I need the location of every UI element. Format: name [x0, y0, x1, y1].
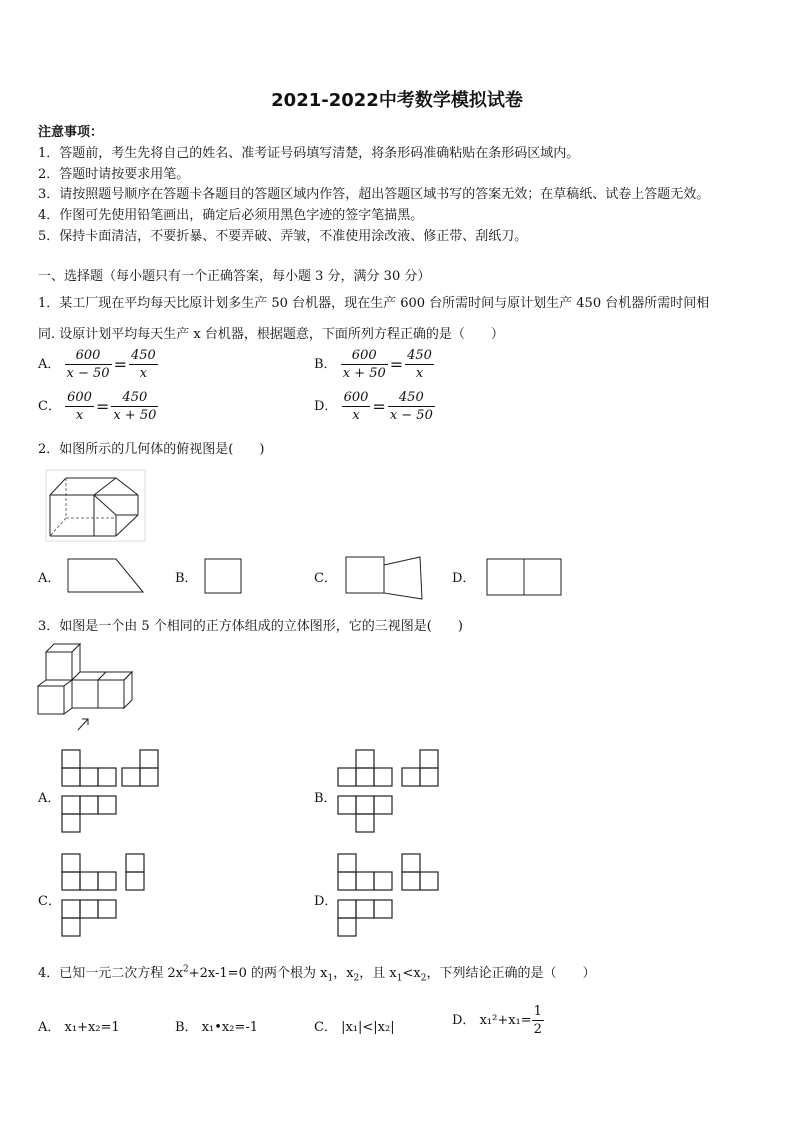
q3-text: 3．如图是一个由 5 个相同的正方体组成的立体图形，它的三视图是( ) [38, 619, 463, 634]
q3-option-a-label[interactable]: A． [38, 791, 61, 806]
q3-option-c-label[interactable]: C． [38, 894, 61, 909]
q2-text: 2．如图所示的几何体的俯视图是( ) [38, 442, 265, 457]
fraction-right: $\frac{450}{x}$ [130, 348, 156, 381]
option-label: B． [314, 357, 337, 372]
fraction-right: $\frac{450}{x}$ [407, 348, 432, 381]
option-label: D． [314, 399, 338, 414]
q2-option-a-label[interactable]: A． [38, 571, 61, 586]
fraction-right: $\frac{450}{x + 50}$ [113, 390, 157, 423]
q4-option-b[interactable]: B． x₁•x₂=-1 [175, 1020, 259, 1035]
q4-text: 4．已知一元二次方程 $2x^2+2x-1=0$ 的两个根为 $x_1$，$x_2$，且 $x_1<x_2$，下列结论正确的是（ ） [38, 964, 596, 984]
q2-option-a-figure [66, 557, 146, 595]
fraction-right: $\frac{450}{x - 50}$ [389, 390, 433, 423]
q3-option-a-figure [58, 746, 168, 836]
q3-option-d-label[interactable]: D． [314, 894, 338, 909]
q2-solid-figure [46, 470, 146, 542]
q3-option-b-label[interactable]: B． [314, 791, 337, 806]
option-label: A． [38, 357, 61, 372]
q3-option-b-figure [334, 746, 444, 836]
option-label: C． [38, 399, 61, 414]
q2-option-d-label[interactable]: D． [452, 571, 476, 586]
q3-option-d-figure [334, 850, 444, 942]
fraction-left: $\frac{600}{x - 50}$ [66, 348, 110, 381]
section-heading: 一、选择题（每小题只有一个正确答案，每小题 3 分，满分 30 分） [38, 269, 431, 284]
note-item: 4．作图可先使用铅笔画出，确定后必须用黑色字迹的签字笔描黑。 [38, 208, 424, 223]
note-item: 1．答题前，考生先将自己的姓名、准考证号码填写清楚，将条形码准确粘贴在条形码区域内。 [38, 146, 580, 161]
note-item: 3．请按照题号顺序在答题卡各题目的答题区域内作答，超出答题区域书写的答案无效；在草稿纸、试卷上答题无效。 [38, 187, 710, 202]
fraction-left: $\frac{600}{x}$ [67, 390, 92, 423]
note-item: 2．答题时请按要求用笔。 [38, 167, 190, 182]
q3-solid-figure [38, 642, 142, 736]
fraction-left: $\frac{600}{x + 50}$ [342, 348, 386, 381]
q3-option-c-figure [58, 850, 168, 942]
q1-option-d[interactable]: D． $\frac{600}{x}$ = $\frac{450}{x - 50}$ [314, 390, 433, 423]
fraction-left: $\frac{600}{x}$ [343, 390, 369, 423]
notes-heading: 注意事项： [38, 125, 104, 140]
q2-option-b-figure [203, 557, 243, 595]
q4-option-c[interactable]: C． |x₁|<|x₂| [314, 1020, 395, 1035]
q1-option-b[interactable]: B． $\frac{600}{x + 50}$ = $\frac{450}{x}$ [314, 348, 432, 381]
q2-option-c-figure [344, 553, 424, 603]
note-item: 5．保持卡面清洁，不要折暴、不要弄破、弄皱，不准使用涂改液、修正带、刮纸刀。 [38, 229, 528, 244]
q1-option-a[interactable]: A． $\frac{600}{x - 50}$ = $\frac{450}{x}$ [38, 348, 156, 381]
q2-option-b-label[interactable]: B． [175, 571, 198, 586]
page-title: 2021-2022中考数学模拟试卷 [271, 90, 523, 111]
q2-option-c-label[interactable]: C． [314, 571, 337, 586]
q4-option-a[interactable]: A． x₁+x₂=1 [38, 1020, 120, 1035]
q1-text-line2: 同. 设原计划平均每天生产 x 台机器，根据题意，下面所列方程正确的是（ ） [38, 327, 504, 342]
q4-option-d[interactable]: D． x₁²+x₁= $\frac{1}{2}$ [452, 1004, 542, 1037]
q1-text-line1: 1．某工厂现在平均每天比原计划多生产 50 台机器，现在生产 600 台所需时间与原计划生产 450 台机器所需时间相 [38, 296, 710, 311]
q1-option-c[interactable]: C． $\frac{600}{x}$ = $\frac{450}{x + 50}$ [38, 390, 157, 423]
q2-option-d-figure [485, 557, 563, 597]
